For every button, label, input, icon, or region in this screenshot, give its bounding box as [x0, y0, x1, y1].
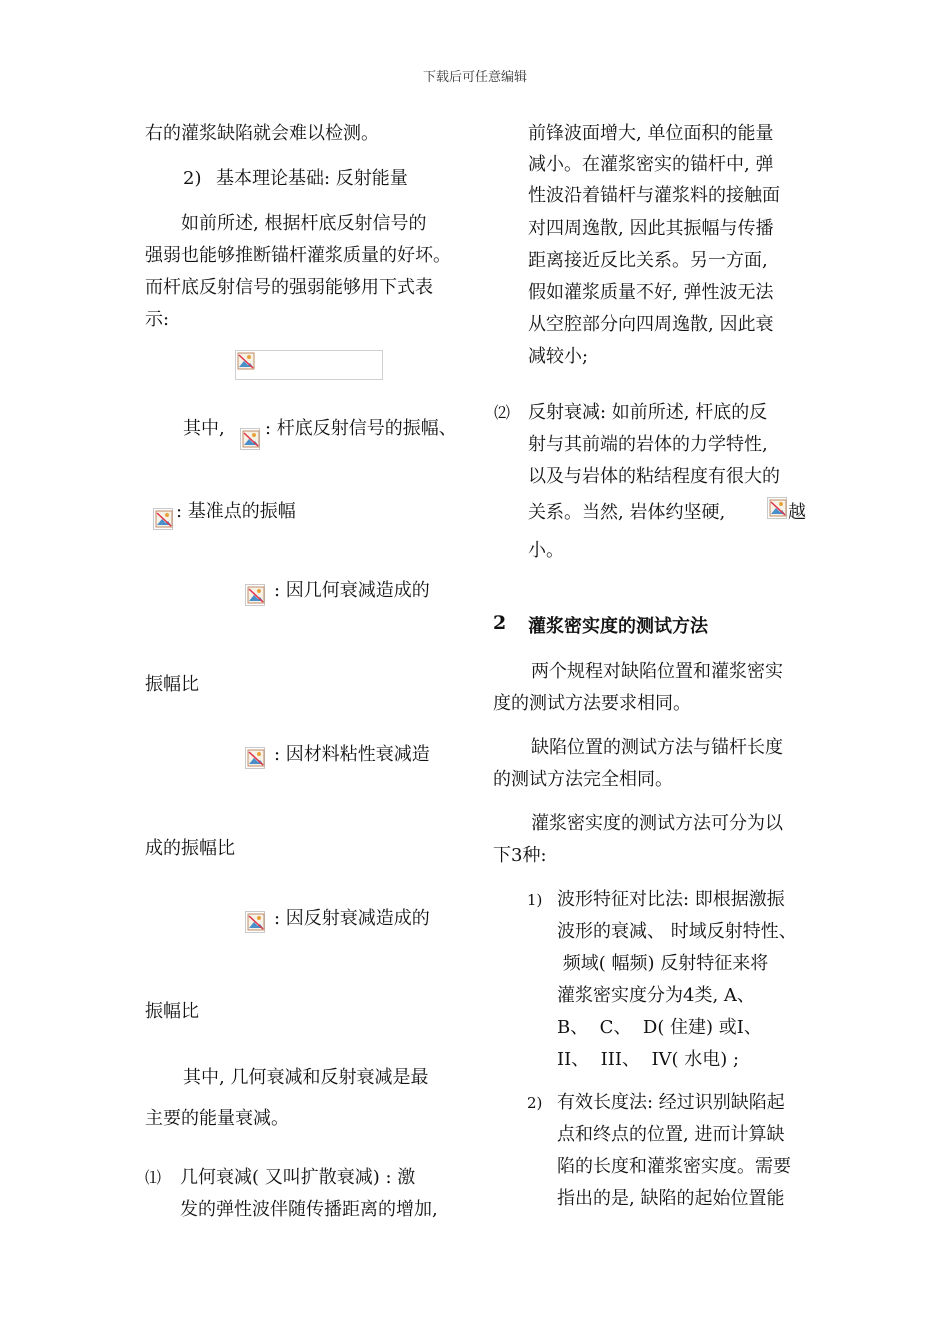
method-2-line-1: 有效长度法: 经过识别缺陷起 — [557, 1092, 785, 1113]
item-2-line-1: 反射衰减: 如前所述, 杆底的反 — [528, 402, 768, 423]
left-line-1: 右的灌浆缺陷就会难以检测。 — [145, 123, 379, 144]
broken-image-icon — [767, 497, 787, 519]
item-1-line-1: 几何衰减( 又叫扩散衰减) : 激 — [180, 1167, 416, 1188]
para1-line-1: 如前所述, 根据杆底反射信号的 — [181, 213, 427, 234]
item-2-line-2: 射与其前端的岩体的力学特性, — [528, 434, 768, 455]
subsection-title: 基本理论基础: 反射能量 — [216, 168, 408, 189]
method-1-line-2: 波形的衰减、 时域反射特性、 — [557, 921, 797, 942]
definition-4: : 因材料粘性衰减造 — [274, 744, 430, 765]
page-header: 下载后可任意编辑 — [422, 70, 527, 85]
where-prefix: 其中, — [183, 418, 225, 439]
method-1-line-6: II、 III、 IV( 水电) ; — [557, 1049, 740, 1070]
right-cont-line-4: 对四周逸散, 因此其振幅与传播 — [528, 218, 774, 239]
right-cont-line-8: 减较小; — [528, 346, 589, 367]
right-cont-line-6: 假如灌浆质量不好, 弹性波无法 — [528, 282, 774, 303]
right-cont-line-1: 前锋波面增大, 单位面积的能量 — [528, 123, 774, 144]
right-cont-line-3: 性波沿着锚杆与灌浆料的接触面 — [528, 185, 780, 206]
para1-line-2: 强弱也能够推断锚杆灌浆质量的好坏。 — [145, 245, 451, 266]
para2-line-2: 主要的能量衰减。 — [145, 1108, 289, 1129]
para1-line-4: 示: — [145, 309, 170, 330]
method-1-line-1: 波形特征对比法: 即根据激振 — [557, 889, 785, 910]
p3-line-2: 下3种: — [493, 845, 547, 866]
broken-image-icon — [245, 747, 265, 769]
definition-3-cont: 振幅比 — [145, 674, 199, 695]
definition-2: : 基准点的振幅 — [176, 501, 296, 522]
item-1-number: ⑴ — [145, 1168, 162, 1187]
formula-image — [235, 350, 383, 380]
method-1-line-3: 频域( 幅频) 反射特征来将 — [557, 953, 769, 974]
item-2-number: ⑵ — [494, 403, 511, 422]
method-1-number: 1) — [527, 891, 543, 909]
section-number: 2 — [493, 612, 507, 634]
right-cont-line-7: 从空腔部分向四周逸散, 因此衰 — [528, 314, 774, 335]
p1-line-1: 两个规程对缺陷位置和灌浆密实 — [531, 661, 783, 682]
item-2-line-3: 以及与岩体的粘结程度有很大的 — [528, 466, 780, 487]
para1-line-3: 而杆底反射信号的强弱能够用下式表 — [145, 277, 433, 298]
definition-4-cont: 成的振幅比 — [145, 838, 235, 859]
item-2-line-5: 小。 — [528, 540, 564, 561]
right-cont-line-2: 减小。在灌浆密实的锚杆中, 弹 — [528, 154, 774, 175]
definition-3: : 因几何衰减造成的 — [274, 580, 430, 601]
section-title: 灌浆密实度的测试方法 — [528, 616, 708, 637]
broken-image-icon — [236, 351, 256, 373]
method-2-line-2: 点和终点的位置, 进而计算缺 — [557, 1124, 785, 1145]
item-2-line-4-end: 越 — [788, 502, 806, 523]
item-1-line-2: 发的弹性波伴随传播距离的增加, — [180, 1199, 438, 1220]
p2-line-2: 的测试方法完全相同。 — [493, 769, 673, 790]
method-2-number: 2) — [527, 1094, 543, 1112]
method-1-line-5: B、 C、 D( 住建) 或I、 — [557, 1017, 762, 1038]
broken-image-icon — [245, 911, 265, 933]
item-2-line-4: 关系。当然, 岩体约坚硬, — [528, 502, 726, 523]
p2-line-1: 缺陷位置的测试方法与锚杆长度 — [531, 737, 783, 758]
p1-line-2: 度的测试方法要求相同。 — [493, 693, 691, 714]
method-2-line-3: 陷的长度和灌浆密实度。需要 — [557, 1156, 791, 1177]
method-2-line-4: 指出的是, 缺陷的起始位置能 — [557, 1188, 785, 1209]
broken-image-icon — [240, 428, 260, 450]
definition-5: : 因反射衰减造成的 — [274, 908, 430, 929]
broken-image-icon — [153, 508, 173, 530]
p3-line-1: 灌浆密实度的测试方法可分为以 — [531, 813, 783, 834]
broken-image-icon — [245, 584, 265, 606]
definition-5-cont: 振幅比 — [145, 1001, 199, 1022]
definition-1: : 杆底反射信号的振幅、 — [265, 418, 457, 439]
method-1-line-4: 灌浆密实度分为4类, A、 — [557, 985, 755, 1006]
right-cont-line-5: 距离接近反比关系。另一方面, — [528, 250, 768, 271]
subsection-number: 2) — [183, 168, 202, 189]
para2-line-1: 其中, 几何衰减和反射衰减是最 — [183, 1067, 429, 1088]
